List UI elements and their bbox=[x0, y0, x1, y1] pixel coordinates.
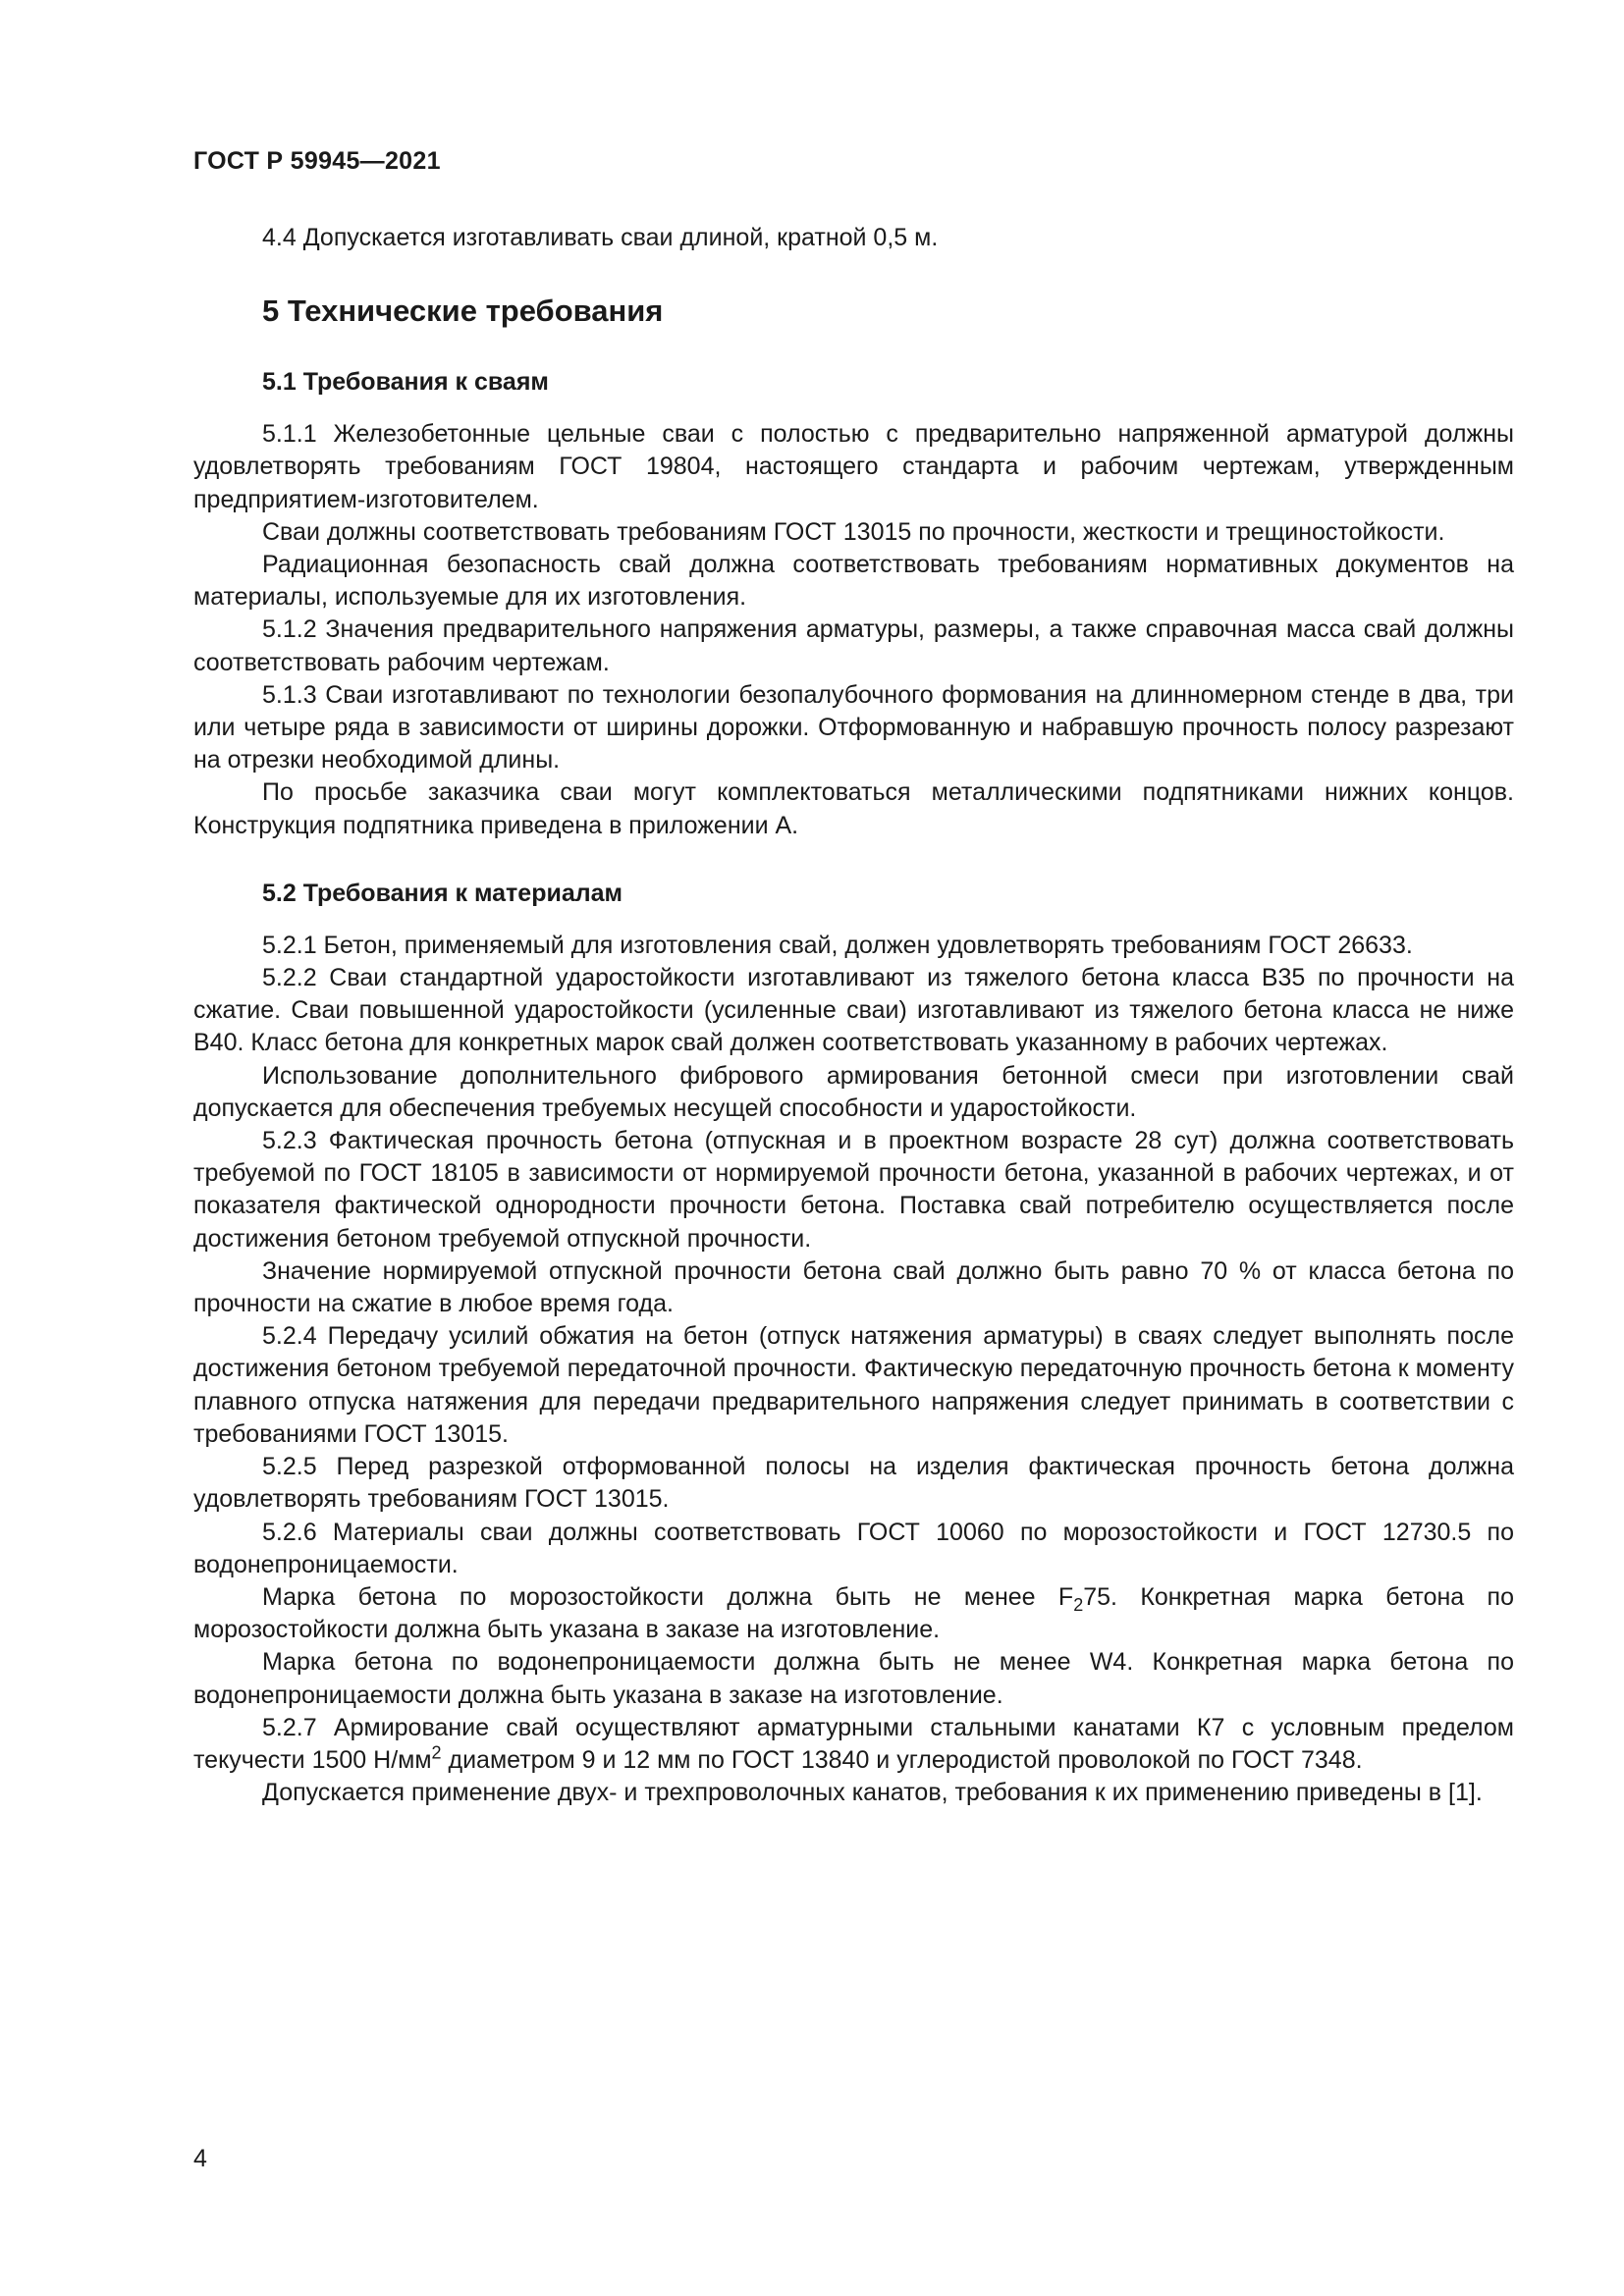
paragraph-5-1-1-strength: Сваи должны соответствовать требованиям ГОСТ 13015 по прочности, жесткости и трещиностойкости. bbox=[262, 517, 1445, 546]
paragraph-water-resistance: Марка бетона по водонепроницаемости должна быть не менее W4. Конкретная марка бетона по водонепроницаемости должна быть указана в заказе на изготовление. bbox=[193, 1648, 1514, 1709]
paragraph-5-2-6: 5.2.6 Материалы сваи должны соответствовать ГОСТ 10060 по морозостойкости и ГОСТ 12730.5 по водонепроницаемости. bbox=[193, 1518, 1514, 1578]
reinforcement-text-after: диаметром 9 и 12 мм по ГОСТ 13840 и углеродистой проволокой по ГОСТ 7348. bbox=[441, 1745, 1363, 1774]
paragraph-frost-resistance bbox=[193, 1581, 1514, 1646]
paragraph-5-2-5: 5.2.5 Перед разрезкой отформованной полосы на изделия фактическая прочность бетона должна удовлетворять требованиям ГОСТ 13015. bbox=[193, 1453, 1514, 1514]
frost-text-after: 75. Конкретная марка бетона по морозостойкости должна быть указана в заказе на изготовление. bbox=[193, 1582, 1514, 1644]
paragraph-5-2-3-release: Значение нормируемой отпускной прочности бетона свай должно быть равно 70 % от класса бетона по прочности на сжатие в любое время года. bbox=[193, 1256, 1514, 1318]
reinforcement-superscript: 2 bbox=[431, 1742, 442, 1763]
subsection-5-2-title: 5.2 Требования к материалам bbox=[262, 879, 623, 907]
paragraph-5-1-1-radiation: Радиационная безопасность свай должна соответствовать требованиям нормативных документов на материалы, используемые для их изготовления. bbox=[193, 551, 1514, 612]
frost-text-before: Марка бетона по морозостойкости должна быть не менее F bbox=[262, 1582, 1074, 1611]
section-5-title: 5 Технические требования bbox=[262, 294, 664, 329]
paragraph-5-2-7-ropes: Допускается применение двух- и трехпроволочных канатов, требования к их применению приведены в [1]. bbox=[262, 1779, 1483, 1807]
paragraph-5-2-4: 5.2.4 Передачу усилий обжатия на бетон (отпуск натяжения арматуры) в сваях следует выполнять после достижения бетоном требуемой передаточной прочности. Фактическую передаточную прочность бетона к моменту плавного отпуска натяжения для передачи предварительного напряжения следует принимать в соответствии с требованиями ГОСТ 13015. bbox=[193, 1322, 1514, 1448]
subsection-5-1-title: 5.1 Требования к сваям bbox=[262, 368, 549, 397]
paragraph-5-1-3-customer: По просьбе заказчика сваи могут комплектоваться металлическими подпятниками нижних концов. Конструкция подпятника приведена в приложении А. bbox=[193, 778, 1514, 839]
reinforcement-text-before: 5.2.7 Армирование свай осуществляют арматурными стальными канатами К7 с условным пределом текучести 1500 Н/мм bbox=[193, 1713, 1514, 1774]
paragraph-5-1-1: 5.1.1 Железобетонные цельные сваи с полостью с предварительно напряженной арматурой должны удовлетворять требованиям ГОСТ 19804, настоящего стандарта и рабочим чертежам, утвержденным предприятием-изготовителем. bbox=[193, 420, 1514, 513]
paragraph-5-2-2-fiber: Использование дополнительного фибрового армирования бетонной смеси при изготовлении свай допускается для обеспечения требуемых несущей способности и ударостойкости. bbox=[193, 1061, 1514, 1122]
document-body bbox=[193, 222, 1514, 1809]
paragraph-5-1-3: 5.1.3 Сваи изготавливают по технологии безопалубочного формования на длинномерном стенде в два, три или четыре ряда в зависимости от ширины дорожки. Отформованную и набравшую прочность полосу разрезают на отрезки необходимой длины. bbox=[193, 680, 1514, 774]
document-code-header: ГОСТ Р 59945—2021 bbox=[193, 147, 441, 175]
frost-subscript: 2 bbox=[1073, 1594, 1084, 1615]
paragraph-4-4: 4.4 Допускается изготавливать сваи длиной, кратной 0,5 м. bbox=[262, 224, 939, 251]
paragraph-5-2-2: 5.2.2 Сваи стандартной ударостойкости изготавливают из тяжелого бетона класса В35 по прочности на сжатие. Сваи повышенной ударостойкости (усиленные сваи) изготавливают из тяжелого бетона класса не ниже В40. Класс бетона для конкретных марок свай должен соответствовать указанному в рабочих чертежах. bbox=[193, 964, 1514, 1057]
paragraph-5-2-3: 5.2.3 Фактическая прочность бетона (отпускная и в проектном возрасте 28 сут) должна соответствовать требуемой по ГОСТ 18105 в зависимости от нормируемой прочности бетона, указанной в рабочих чертежах, и от показателя фактической однородности прочности бетона. Поставка свай потребителю осуществляется после достижения бетоном требуемой отпускной прочности. bbox=[193, 1127, 1514, 1253]
paragraph-5-2-7 bbox=[193, 1712, 1514, 1777]
paragraph-5-1-2: 5.1.2 Значения предварительного напряжения арматуры, размеры, а также справочная масса свай должны соответствовать рабочим чертежам. bbox=[193, 615, 1514, 676]
page-number: 4 bbox=[193, 2145, 207, 2172]
paragraph-5-2-1: 5.2.1 Бетон, применяемый для изготовления свай, должен удовлетворять требованиям ГОСТ 26633. bbox=[262, 931, 1413, 959]
